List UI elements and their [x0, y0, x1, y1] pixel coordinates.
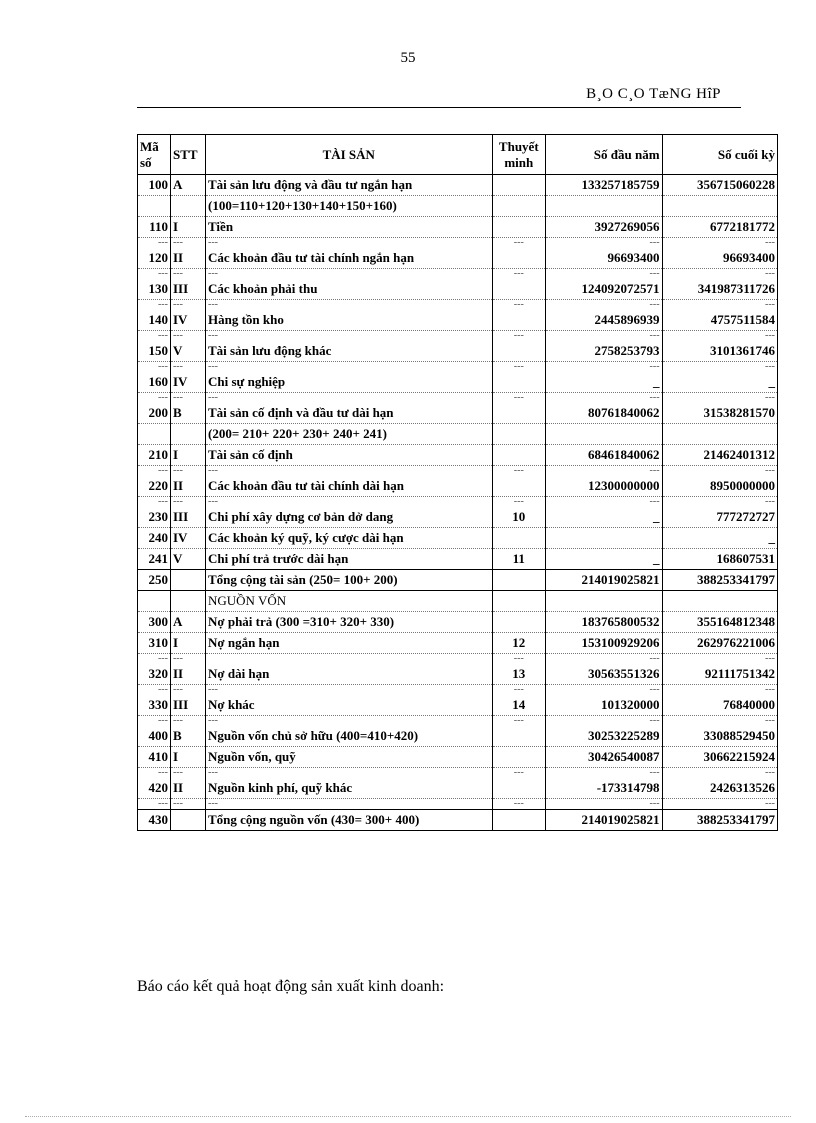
cell-stt: II: [170, 778, 205, 799]
cell-code: 150: [138, 341, 171, 362]
cell-note: ---: [492, 799, 546, 810]
cell-name: Tổng cộng tài sản (250= 100+ 200): [206, 570, 493, 591]
cell-end: ---: [662, 238, 777, 249]
cell-note: ---: [492, 768, 546, 779]
cell-name: Tổng cộng nguồn vốn (430= 300+ 400): [206, 810, 493, 831]
cell-code: 230: [138, 507, 171, 528]
cell-start: 214019025821: [546, 570, 662, 591]
cell-name: (200= 210+ 220+ 230+ 240+ 241): [206, 424, 493, 445]
cell-code: ---: [138, 497, 171, 508]
cell-start: ---: [546, 768, 662, 779]
cell-end: ---: [662, 685, 777, 696]
cell-code: 110: [138, 217, 171, 238]
cell-name: Tài sản lưu động khác: [206, 341, 493, 362]
cell-name: ---: [206, 393, 493, 404]
cell-stt: III: [170, 279, 205, 300]
cell-note: [492, 279, 546, 300]
cell-start: ---: [546, 799, 662, 810]
cell-code: ---: [138, 466, 171, 477]
cell-note: ---: [492, 300, 546, 311]
cell-note: ---: [492, 362, 546, 373]
cell-stt: [170, 810, 205, 831]
header-rule: [137, 107, 741, 108]
cell-stt: I: [170, 445, 205, 466]
cell-note: ---: [492, 654, 546, 665]
cell-code: ---: [138, 331, 171, 342]
cell-start: 183765800532: [546, 612, 662, 633]
cell-end: 31538281570: [662, 403, 777, 424]
cell-end: 777272727: [662, 507, 777, 528]
cell-name: Các khoản đầu tư tài chính ngắn hạn: [206, 248, 493, 269]
table-gap-row: [138, 393, 778, 404]
cell-code: 250: [138, 570, 171, 591]
balance-sheet-table: [137, 134, 778, 831]
cell-name: ---: [206, 331, 493, 342]
cell-note: [492, 372, 546, 393]
cell-start: ---: [546, 466, 662, 477]
cell-name: Tài sản cố định và đầu tư dài hạn: [206, 403, 493, 424]
cell-start: ---: [546, 300, 662, 311]
table-row: [138, 507, 778, 528]
header-stt: STT: [170, 135, 205, 175]
cell-note: ---: [492, 685, 546, 696]
cell-start: ---: [546, 362, 662, 373]
cell-end: 356715060228: [662, 175, 777, 196]
cell-note: ---: [492, 331, 546, 342]
cell-end: 76840000: [662, 695, 777, 716]
cell-note: [492, 248, 546, 269]
table-row: [138, 445, 778, 466]
cell-code: 320: [138, 664, 171, 685]
cell-name: NGUỒN VỐN: [206, 591, 493, 612]
table-gap-row: [138, 362, 778, 373]
table-row: [138, 612, 778, 633]
cell-note: [492, 778, 546, 799]
cell-stt: [170, 570, 205, 591]
cell-start: 12300000000: [546, 476, 662, 497]
cell-name: ---: [206, 685, 493, 696]
cell-note: ---: [492, 269, 546, 280]
cell-note: ---: [492, 466, 546, 477]
cell-note: [492, 591, 546, 612]
cell-code: 140: [138, 310, 171, 331]
cell-code: 400: [138, 726, 171, 747]
cell-note: 12: [492, 633, 546, 654]
cell-name: ---: [206, 716, 493, 727]
cell-note: ---: [492, 393, 546, 404]
cell-note: [492, 196, 546, 217]
cell-name: Các khoản ký quỹ, ký cược dài hạn: [206, 528, 493, 549]
cell-note: 10: [492, 507, 546, 528]
table-row: [138, 372, 778, 393]
table-row: [138, 528, 778, 549]
cell-end: _: [662, 372, 777, 393]
cell-stt: ---: [170, 685, 205, 696]
cell-stt: [170, 196, 205, 217]
table-row: [138, 217, 778, 238]
table-row: [138, 778, 778, 799]
cell-stt: B: [170, 726, 205, 747]
cell-stt: II: [170, 248, 205, 269]
cell-name: Tài sản cố định: [206, 445, 493, 466]
table-gap-row: [138, 799, 778, 810]
cell-end: 30662215924: [662, 747, 777, 768]
cell-name: Nguồn kinh phí, quỹ khác: [206, 778, 493, 799]
cell-name: Nợ dài hạn: [206, 664, 493, 685]
cell-name: ---: [206, 466, 493, 477]
header-note: Thuyết minh: [492, 135, 546, 175]
cell-code: [138, 591, 171, 612]
cell-name: Chi phí xây dựng cơ bản dở dang: [206, 507, 493, 528]
cell-stt: ---: [170, 300, 205, 311]
cell-code: 130: [138, 279, 171, 300]
cell-stt: A: [170, 612, 205, 633]
cell-note: [492, 747, 546, 768]
cell-code: 240: [138, 528, 171, 549]
page-number: 55: [400, 50, 416, 66]
cell-stt: ---: [170, 768, 205, 779]
table-gap-row: [138, 654, 778, 665]
cell-start: [546, 424, 662, 445]
cell-code: ---: [138, 393, 171, 404]
cell-end: _: [662, 528, 777, 549]
cell-stt: I: [170, 633, 205, 654]
cell-start: 2445896939: [546, 310, 662, 331]
cell-start: 30426540087: [546, 747, 662, 768]
cell-end: 355164812348: [662, 612, 777, 633]
cell-name: (100=110+120+130+140+150+160): [206, 196, 493, 217]
table-gap-row: [138, 466, 778, 477]
cell-end: ---: [662, 393, 777, 404]
cell-code: 220: [138, 476, 171, 497]
table-row: [138, 695, 778, 716]
cell-name: ---: [206, 362, 493, 373]
cell-note: [492, 424, 546, 445]
cell-start: ---: [546, 331, 662, 342]
cell-code: ---: [138, 716, 171, 727]
cell-end: 3101361746: [662, 341, 777, 362]
table-row: [138, 549, 778, 570]
table-row: [138, 591, 778, 612]
cell-code: ---: [138, 654, 171, 665]
table-row: [138, 664, 778, 685]
cell-code: [138, 196, 171, 217]
cell-code: ---: [138, 238, 171, 249]
cell-end: 388253341797: [662, 810, 777, 831]
cell-start: ---: [546, 685, 662, 696]
cell-note: [492, 175, 546, 196]
cell-end: ---: [662, 716, 777, 727]
cell-stt: III: [170, 695, 205, 716]
cell-code: ---: [138, 799, 171, 810]
cell-start: _: [546, 549, 662, 570]
cell-start: [546, 528, 662, 549]
table-row: [138, 476, 778, 497]
cell-code: 430: [138, 810, 171, 831]
cell-stt: II: [170, 476, 205, 497]
cell-end: 92111751342: [662, 664, 777, 685]
cell-start: 124092072571: [546, 279, 662, 300]
cell-end: [662, 424, 777, 445]
cell-code: ---: [138, 685, 171, 696]
cell-stt: V: [170, 341, 205, 362]
cell-code: 200: [138, 403, 171, 424]
table-gap-row: [138, 331, 778, 342]
cell-start: ---: [546, 654, 662, 665]
cell-code: 210: [138, 445, 171, 466]
cell-stt: ---: [170, 362, 205, 373]
cell-end: 341987311726: [662, 279, 777, 300]
table-row: [138, 310, 778, 331]
cell-code: 300: [138, 612, 171, 633]
cell-code: 310: [138, 633, 171, 654]
cell-name: ---: [206, 300, 493, 311]
cell-end: ---: [662, 300, 777, 311]
cell-code: 330: [138, 695, 171, 716]
cell-note: [492, 217, 546, 238]
cell-stt: I: [170, 217, 205, 238]
cell-name: Các khoản đầu tư tài chính dài hạn: [206, 476, 493, 497]
table-row: [138, 279, 778, 300]
cell-name: Chi sự nghiệp: [206, 372, 493, 393]
table-row: [138, 403, 778, 424]
table-body: [138, 175, 778, 831]
cell-end: 262976221006: [662, 633, 777, 654]
table-row: [138, 196, 778, 217]
cell-end: ---: [662, 466, 777, 477]
cell-start: 101320000: [546, 695, 662, 716]
table-gap-row: [138, 300, 778, 311]
cell-end: ---: [662, 269, 777, 280]
table-row: [138, 726, 778, 747]
cell-end: 21462401312: [662, 445, 777, 466]
cell-name: ---: [206, 238, 493, 249]
cell-name: Tiền: [206, 217, 493, 238]
cell-start: _: [546, 372, 662, 393]
cell-stt: I: [170, 747, 205, 768]
cell-start: ---: [546, 716, 662, 727]
cell-code: 241: [138, 549, 171, 570]
cell-name: Nguồn vốn, quỹ: [206, 747, 493, 768]
cell-stt: [170, 424, 205, 445]
cell-note: 13: [492, 664, 546, 685]
cell-stt: ---: [170, 497, 205, 508]
cell-note: [492, 612, 546, 633]
cell-end: [662, 591, 777, 612]
cell-note: 14: [492, 695, 546, 716]
cell-start: 30253225289: [546, 726, 662, 747]
cell-end: ---: [662, 497, 777, 508]
cell-note: ---: [492, 238, 546, 249]
table-header-row: [138, 135, 778, 175]
cell-note: ---: [492, 497, 546, 508]
cell-name: Nợ ngắn hạn: [206, 633, 493, 654]
cell-name: ---: [206, 269, 493, 280]
header-code: Mã số: [138, 135, 171, 175]
cell-end: 388253341797: [662, 570, 777, 591]
cell-stt: [170, 591, 205, 612]
header-end: Số cuối kỳ: [662, 135, 777, 175]
cell-code: 410: [138, 747, 171, 768]
cell-stt: ---: [170, 393, 205, 404]
table-row: [138, 633, 778, 654]
table-gap-row: [138, 238, 778, 249]
cell-name: Tài sản lưu động và đầu tư ngắn hạn: [206, 175, 493, 196]
cell-code: ---: [138, 362, 171, 373]
table-row: [138, 810, 778, 831]
cell-start: 80761840062: [546, 403, 662, 424]
bottom-dotted-rule: [25, 1116, 791, 1117]
table-row: [138, 747, 778, 768]
table-row: [138, 175, 778, 196]
cell-start: 133257185759: [546, 175, 662, 196]
cell-name: Nợ khác: [206, 695, 493, 716]
table-row: [138, 248, 778, 269]
cell-stt: IV: [170, 310, 205, 331]
table-gap-row: [138, 768, 778, 779]
cell-start: ---: [546, 238, 662, 249]
cell-stt: B: [170, 403, 205, 424]
cell-code: 100: [138, 175, 171, 196]
table-row: [138, 570, 778, 591]
cell-name: [206, 654, 493, 665]
cell-note: [492, 310, 546, 331]
cell-name: Hàng tồn kho: [206, 310, 493, 331]
table-gap-row: [138, 497, 778, 508]
cell-start: 68461840062: [546, 445, 662, 466]
table-row: [138, 341, 778, 362]
cell-stt: ---: [170, 269, 205, 280]
cell-start: 153100929206: [546, 633, 662, 654]
cell-note: [492, 570, 546, 591]
report-footer-text: Báo cáo kết quả hoạt động sản xuất kinh doanh:: [137, 978, 445, 995]
cell-stt: III: [170, 507, 205, 528]
header-name: TÀI SẢN: [206, 135, 493, 175]
cell-end: 8950000000: [662, 476, 777, 497]
cell-note: [492, 810, 546, 831]
cell-note: ---: [492, 716, 546, 727]
cell-start: ---: [546, 393, 662, 404]
cell-stt: IV: [170, 528, 205, 549]
cell-name: Nguồn vốn chủ sở hữu (400=410+420): [206, 726, 493, 747]
table-gap-row: [138, 716, 778, 727]
cell-note: [492, 476, 546, 497]
cell-start: 30563551326: [546, 664, 662, 685]
cell-stt: ---: [170, 331, 205, 342]
cell-name: Chi phí trả trước dài hạn: [206, 549, 493, 570]
cell-stt: ---: [170, 654, 205, 665]
cell-name: ---: [206, 497, 493, 508]
balance-sheet-table-wrapper: [137, 134, 778, 831]
cell-stt: ---: [170, 716, 205, 727]
cell-end: 33088529450: [662, 726, 777, 747]
cell-name: Nợ phải trả (300 =310+ 320+ 330): [206, 612, 493, 633]
cell-stt: IV: [170, 372, 205, 393]
cell-code: 160: [138, 372, 171, 393]
cell-name: ---: [206, 799, 493, 810]
cell-start: [546, 591, 662, 612]
cell-code: 420: [138, 778, 171, 799]
cell-note: [492, 726, 546, 747]
cell-stt: A: [170, 175, 205, 196]
cell-end: 4757511584: [662, 310, 777, 331]
cell-end: ---: [662, 362, 777, 373]
cell-code: ---: [138, 300, 171, 311]
cell-stt: II: [170, 664, 205, 685]
cell-start: 214019025821: [546, 810, 662, 831]
cell-name: Các khoản phải thu: [206, 279, 493, 300]
cell-start: 2758253793: [546, 341, 662, 362]
cell-stt: ---: [170, 799, 205, 810]
cell-start: _: [546, 507, 662, 528]
cell-end: 168607531: [662, 549, 777, 570]
cell-code: ---: [138, 768, 171, 779]
cell-start: ---: [546, 269, 662, 280]
cell-start: ---: [546, 497, 662, 508]
table-gap-row: [138, 685, 778, 696]
cell-end: ---: [662, 768, 777, 779]
cell-end: 2426313526: [662, 778, 777, 799]
cell-code: ---: [138, 269, 171, 280]
cell-name: ---: [206, 768, 493, 779]
cell-start: 96693400: [546, 248, 662, 269]
cell-start: 3927269056: [546, 217, 662, 238]
cell-note: [492, 528, 546, 549]
cell-stt: ---: [170, 466, 205, 477]
cell-note: [492, 341, 546, 362]
cell-stt: V: [170, 549, 205, 570]
cell-end: 96693400: [662, 248, 777, 269]
cell-end: ---: [662, 799, 777, 810]
header-start: Số đầu năm: [546, 135, 662, 175]
cell-end: 6772181772: [662, 217, 777, 238]
cell-note: [492, 445, 546, 466]
table-gap-row: [138, 269, 778, 280]
cell-code: [138, 424, 171, 445]
cell-note: [492, 403, 546, 424]
document-header-title: B¸O C¸O TæNG HîP: [586, 86, 721, 102]
cell-end: [662, 196, 777, 217]
cell-start: [546, 196, 662, 217]
cell-end: ---: [662, 654, 777, 665]
cell-code: 120: [138, 248, 171, 269]
cell-note: 11: [492, 549, 546, 570]
cell-stt: ---: [170, 238, 205, 249]
cell-start: -173314798: [546, 778, 662, 799]
cell-end: ---: [662, 331, 777, 342]
table-row: [138, 424, 778, 445]
